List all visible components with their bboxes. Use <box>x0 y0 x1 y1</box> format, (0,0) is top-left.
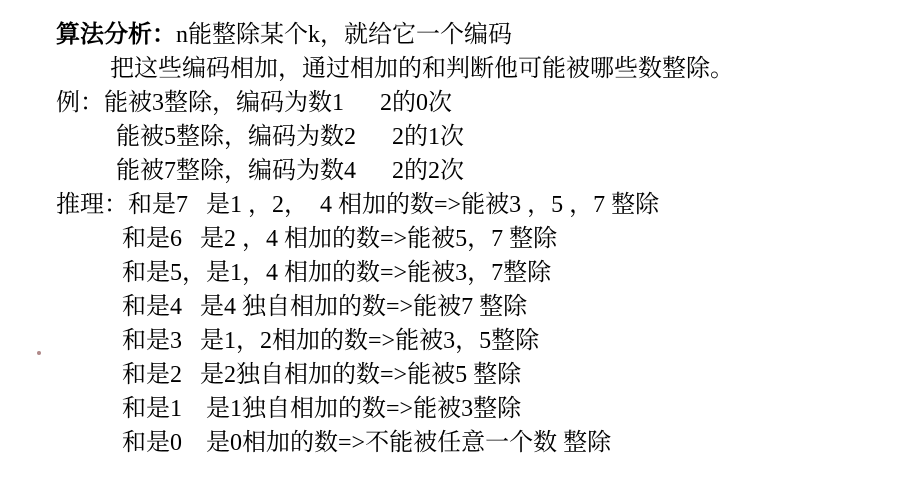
line-reason-7: 推理：和是7 是1 ，2， 4 相加的数=>能被3 ，5 ，7 整除 <box>56 192 660 218</box>
line-example-7: 能被7整除，编码为数4 2的2次 <box>116 158 464 184</box>
margin-dot-mark <box>37 351 41 355</box>
line-reason-2: 和是2 是2独自相加的数=>能被5 整除 <box>122 362 522 388</box>
analysis-heading-label: 算法分析： <box>56 22 176 48</box>
line-example-3: 例：能被3整除，编码为数1 2的0次 <box>56 90 452 116</box>
line-reason-1: 和是1 是1独自相加的数=>能被3整除 <box>122 396 522 422</box>
line-reason-0: 和是0 是0相加的数=>不能被任意一个数 整除 <box>122 430 612 456</box>
line-example-5: 能被5整除，编码为数2 2的1次 <box>116 124 464 150</box>
line-reason-4: 和是4 是4 独自相加的数=>能被7 整除 <box>122 294 528 320</box>
line-reason-3: 和是3 是1，2相加的数=>能被3，5整除 <box>122 328 540 354</box>
line-reason-5: 和是5，是1，4 相加的数=>能被3，7整除 <box>122 260 552 286</box>
analysis-heading-text: n能整除某个k，就给它一个编码 <box>176 22 512 48</box>
line-reason-6: 和是6 是2 ，4 相加的数=>能被5，7 整除 <box>122 226 558 252</box>
analysis-heading-line <box>56 18 894 52</box>
line-sum-desc: 把这些编码相加，通过相加的和判断他可能被哪些数整除。 <box>110 56 734 82</box>
